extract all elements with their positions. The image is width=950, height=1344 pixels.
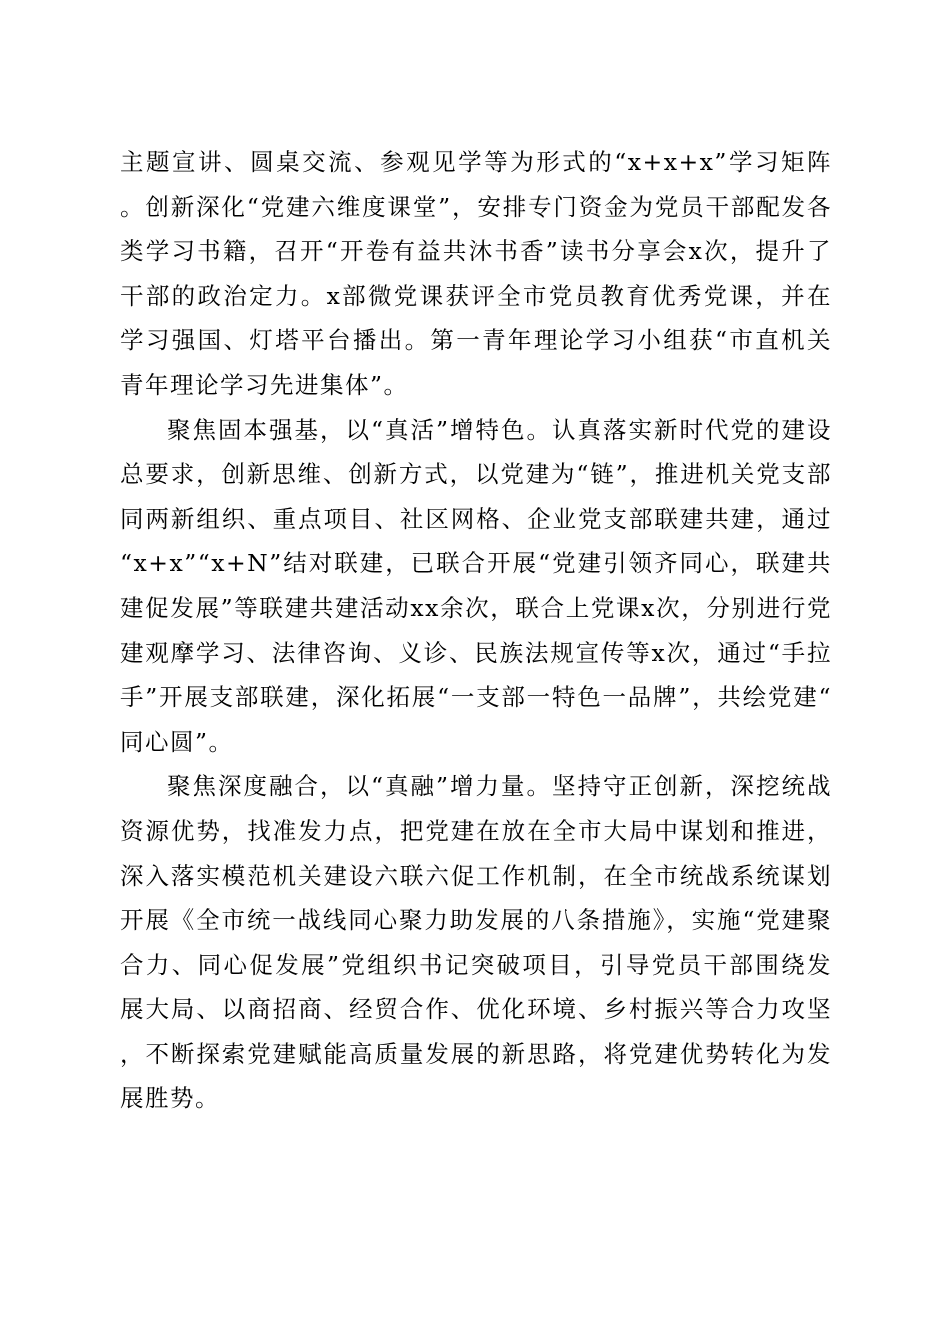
paragraph-continuation: 主题宣讲、圆桌交流、参观见学等为形式的“x+x+x”学习矩阵。创新深化“党建六维度课堂”，安排专门资金为党员干部配发各类学习书籍，召开“开卷有益共沐书香”读书分享会x次，提升了干部的政治定力。x部微党课获评全市党员教育优秀党课，并在学习强国、灯塔平台播出。第一青年理论学习小组获“市直机关青年理论学习先进集体”。 [120, 148, 832, 399]
paragraph-party-building-features: 聚焦固本强基，以“真活”增特色。认真落实新时代党的建设总要求，创新思维、创新方式，以党建为“链”，推进机关党支部同两新组织、重点项目、社区网格、企业党支部联建共建，通过“x+x”“x+N”结对联建，已联合开展“党建引领齐同心，联建共建促发展”等联建共建活动xx余次，联合上党课x次，分别进行党建观摩学习、法律咨询、义诊、民族法规宣传等x次，通过“手拉手”开展支部联建，深化拓展“一支部一特色一品牌”，共绘党建“同心圆”。 [120, 415, 832, 756]
paragraph-deep-integration: 聚焦深度融合，以“真融”增力量。坚持守正创新，深挖统战资源优势，找准发力点，把党建在放在全市大局中谋划和推进，深入落实模范机关建设六联六促工作机制，在全市统战系统谋划开展《全市统一战线同心聚力助发展的八条措施》，实施“党建聚合力、同心促发展”党组织书记突破项目，引导党员干部围绕发展大局、以商招商、经贸合作、优化环境、乡村振兴等合力攻坚，不断探索党建赋能高质量发展的新思路，将党建优势转化为发展胜势。 [120, 772, 832, 1113]
document-page [120, 140, 832, 1121]
